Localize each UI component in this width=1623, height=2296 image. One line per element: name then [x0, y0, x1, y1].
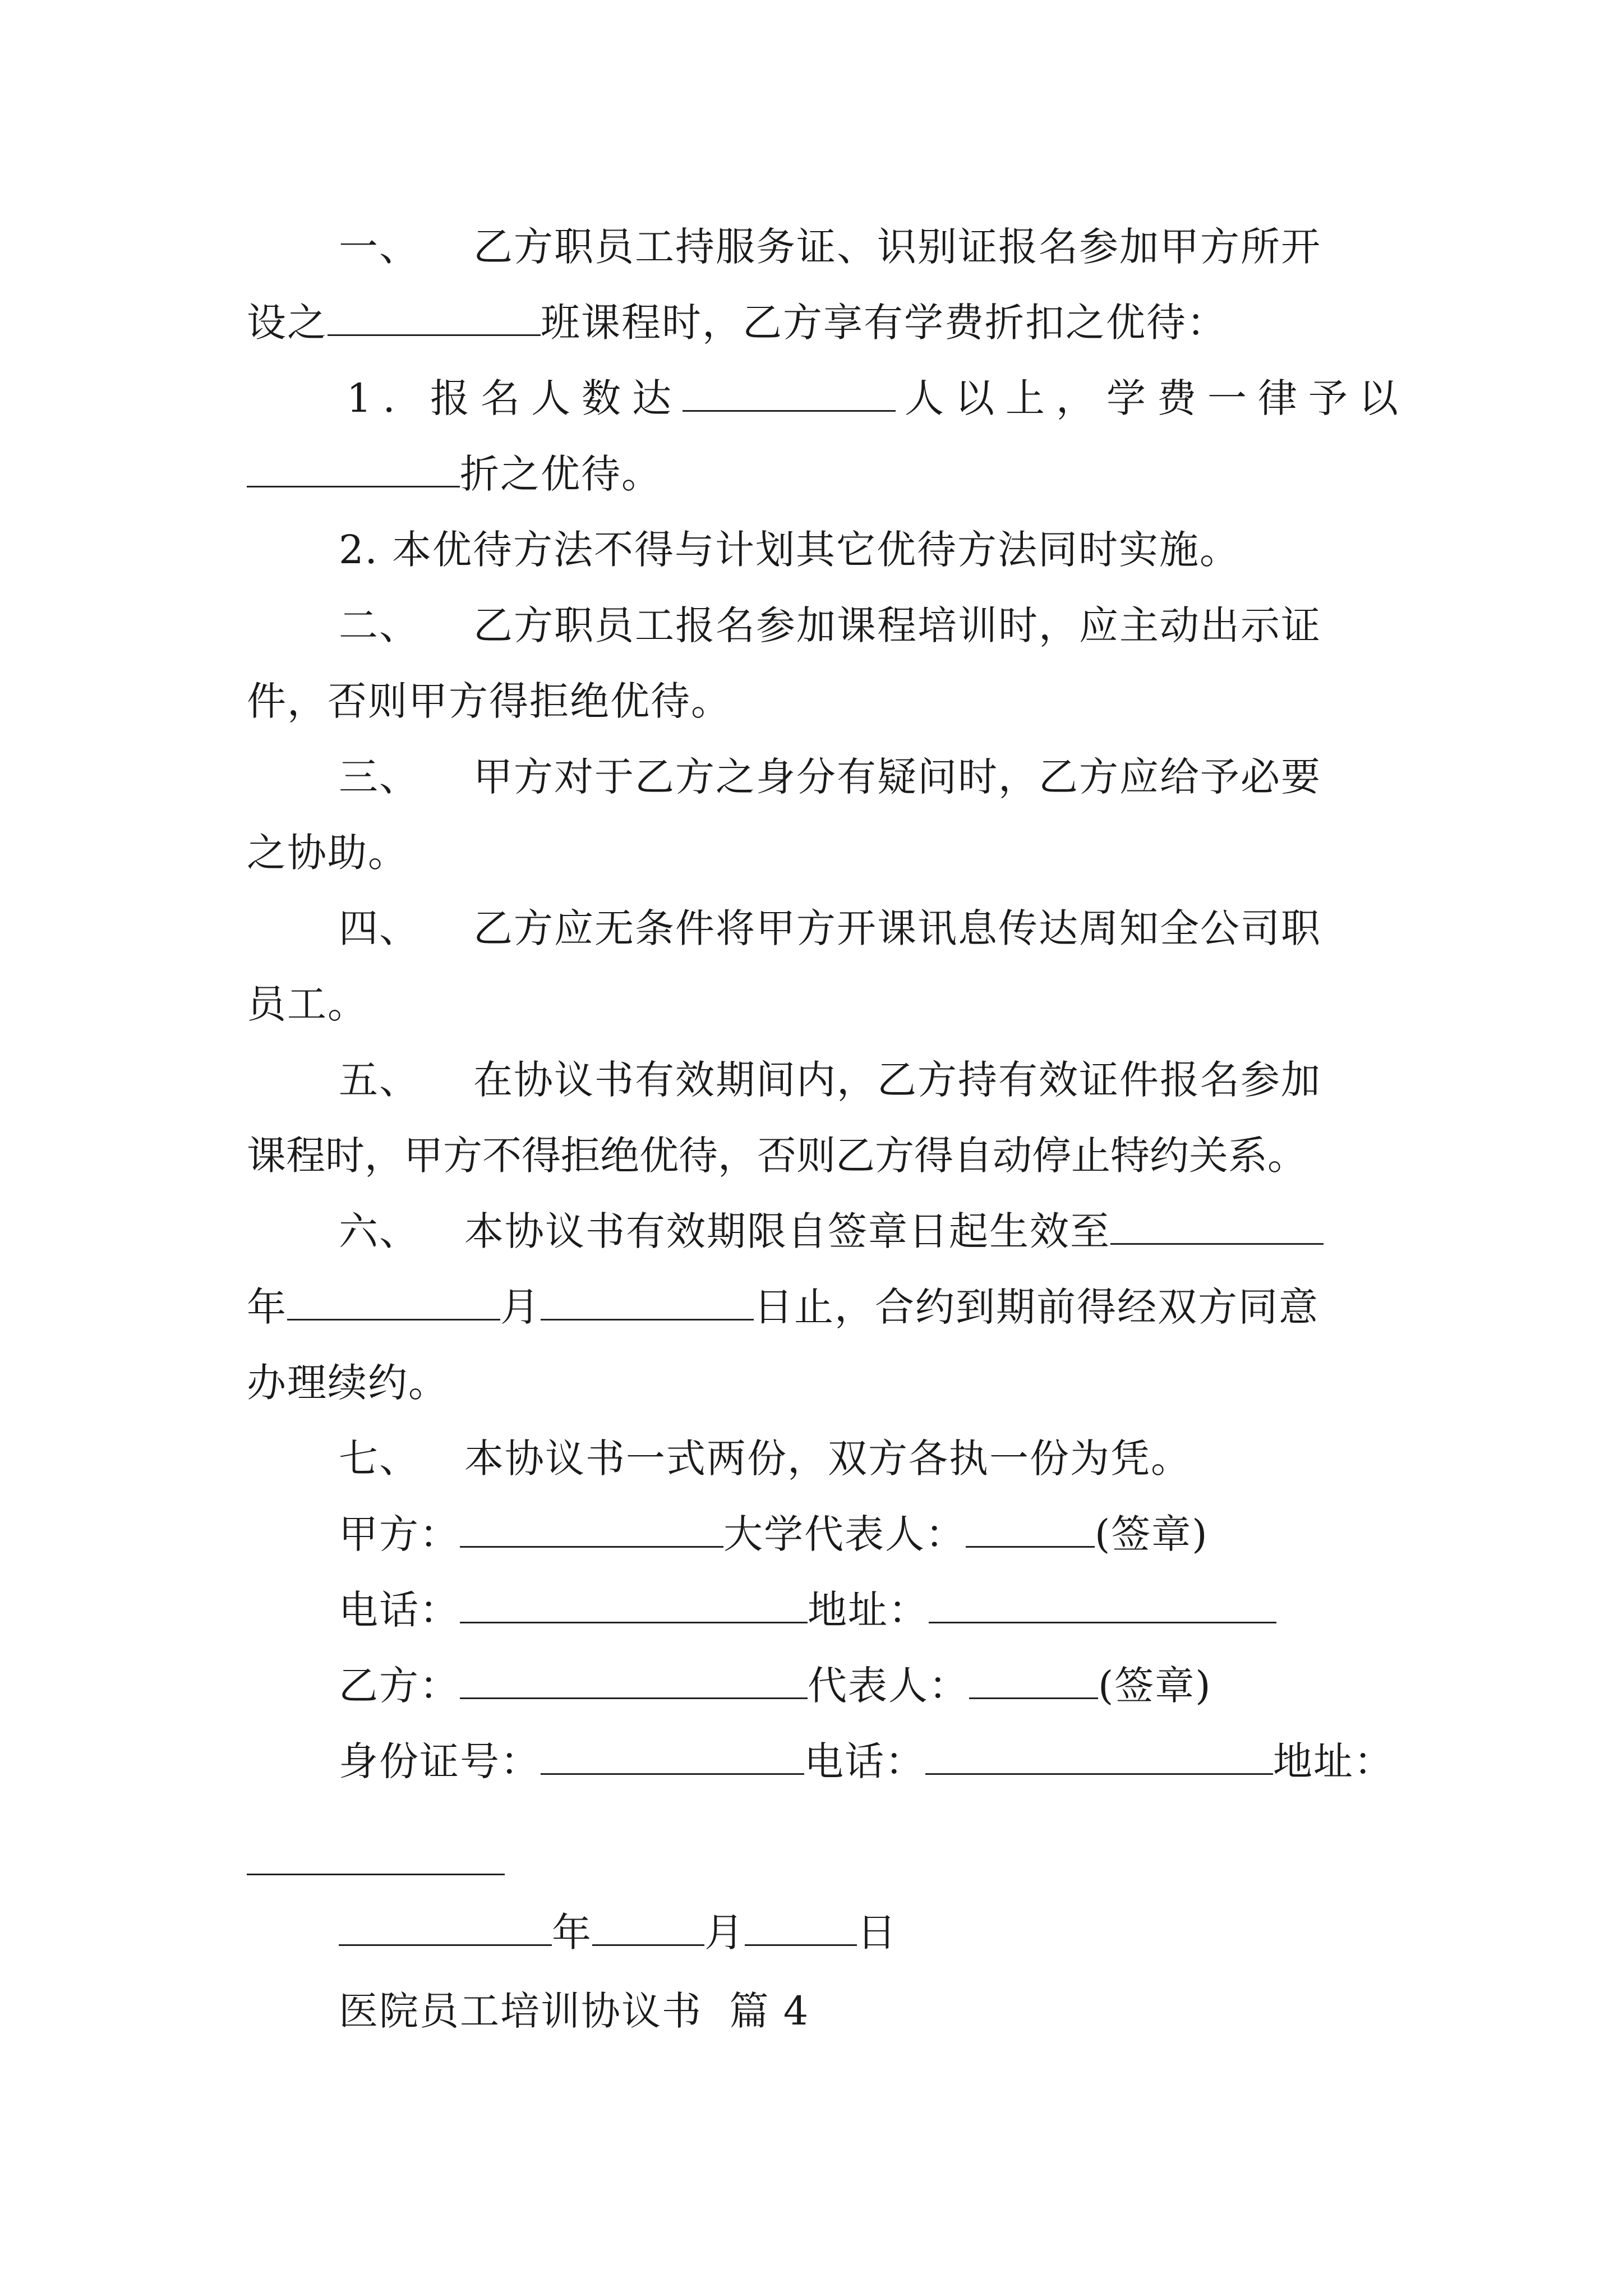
- party-a-blank[interactable]: [460, 1511, 723, 1548]
- address-a-blank[interactable]: [929, 1587, 1276, 1623]
- date-day-blank[interactable]: [745, 1910, 857, 1946]
- section-6-line-3: 办理续约。: [247, 1360, 449, 1406]
- section-6-line-2: 年 月 日止，合约到期前得经双方同意: [247, 1284, 1319, 1330]
- date-year-blank[interactable]: [339, 1910, 552, 1946]
- section-2-line-1: 二、 乙方职员工报名参加课程培训时，应主动出示证: [339, 602, 1321, 648]
- university-rep-blank[interactable]: [966, 1511, 1095, 1548]
- id-number-blank[interactable]: [541, 1738, 804, 1775]
- section-7-line-1: 七、 本协议书一式两份，双方各执一份为凭。: [339, 1435, 1191, 1481]
- item-2-line: 2. 本优待方法不得与计划其它优待方法同时实施。: [339, 527, 1241, 573]
- next-section-title: 医院员工培训协议书 篇 4: [339, 1988, 810, 2034]
- section-2-line-2: 件，否则甲方得拒绝优待。: [247, 678, 731, 724]
- expiry-blank-1[interactable]: [1110, 1208, 1324, 1245]
- section-3-line-2: 之协助。: [247, 830, 408, 876]
- section-5-line-1: 五、 在协议书有效期间内，乙方持有效证件报名参加: [339, 1057, 1321, 1103]
- section-5-line-2: 课程时，甲方不得拒绝优待，否则乙方得自动停止特约关系。: [247, 1133, 1307, 1179]
- headcount-blank[interactable]: [683, 375, 896, 412]
- party-b-blank[interactable]: [460, 1663, 808, 1699]
- phone-a-blank[interactable]: [460, 1587, 808, 1623]
- date-line: 年 月 日: [339, 1907, 897, 1958]
- item-1-line-2: 折之优待。: [247, 449, 662, 499]
- phone-b-blank[interactable]: [925, 1738, 1273, 1775]
- discount-blank[interactable]: [247, 451, 460, 487]
- section-1-line-2: 设之 班课程时，乙方享有学费折扣之优待：: [247, 300, 1227, 346]
- party-a-line: 甲方： 大学代表人： (签章): [339, 1511, 1209, 1557]
- party-b-contact-line: 身份证号： 电话： 地址：: [339, 1738, 1394, 1784]
- section-1-text: 乙方职员工持服务证、识别证报名参加甲方所开: [473, 224, 1321, 270]
- expiry-month-blank[interactable]: [287, 1284, 500, 1320]
- party-a-contact-line: 电话： 地址：: [339, 1585, 1276, 1635]
- section-1-number: 一、: [339, 224, 419, 270]
- address-b-blank[interactable]: [247, 1874, 505, 1875]
- expiry-day-blank[interactable]: [541, 1284, 754, 1320]
- section-1-line-1: [339, 222, 1321, 272]
- date-month-blank[interactable]: [592, 1910, 704, 1946]
- course-name-blank[interactable]: [328, 300, 541, 336]
- rep-blank[interactable]: [969, 1663, 1098, 1699]
- party-b-line: 乙方： 代表人： (签章): [339, 1663, 1212, 1709]
- section-4-line-2: 员工。: [247, 981, 368, 1027]
- section-4-line-1: 四、 乙方应无条件将甲方开课讯息传达周知全公司职: [339, 905, 1321, 951]
- item-1-line-1: 1. 报名人数达 人以上，学费一律予以: [347, 375, 1410, 421]
- section-3-line-1: 三、 甲方对于乙方之身分有疑问时，乙方应给予必要: [339, 754, 1321, 800]
- section-6-line-1: 六、 本协议书有效期限自签章日起生效至: [339, 1206, 1324, 1257]
